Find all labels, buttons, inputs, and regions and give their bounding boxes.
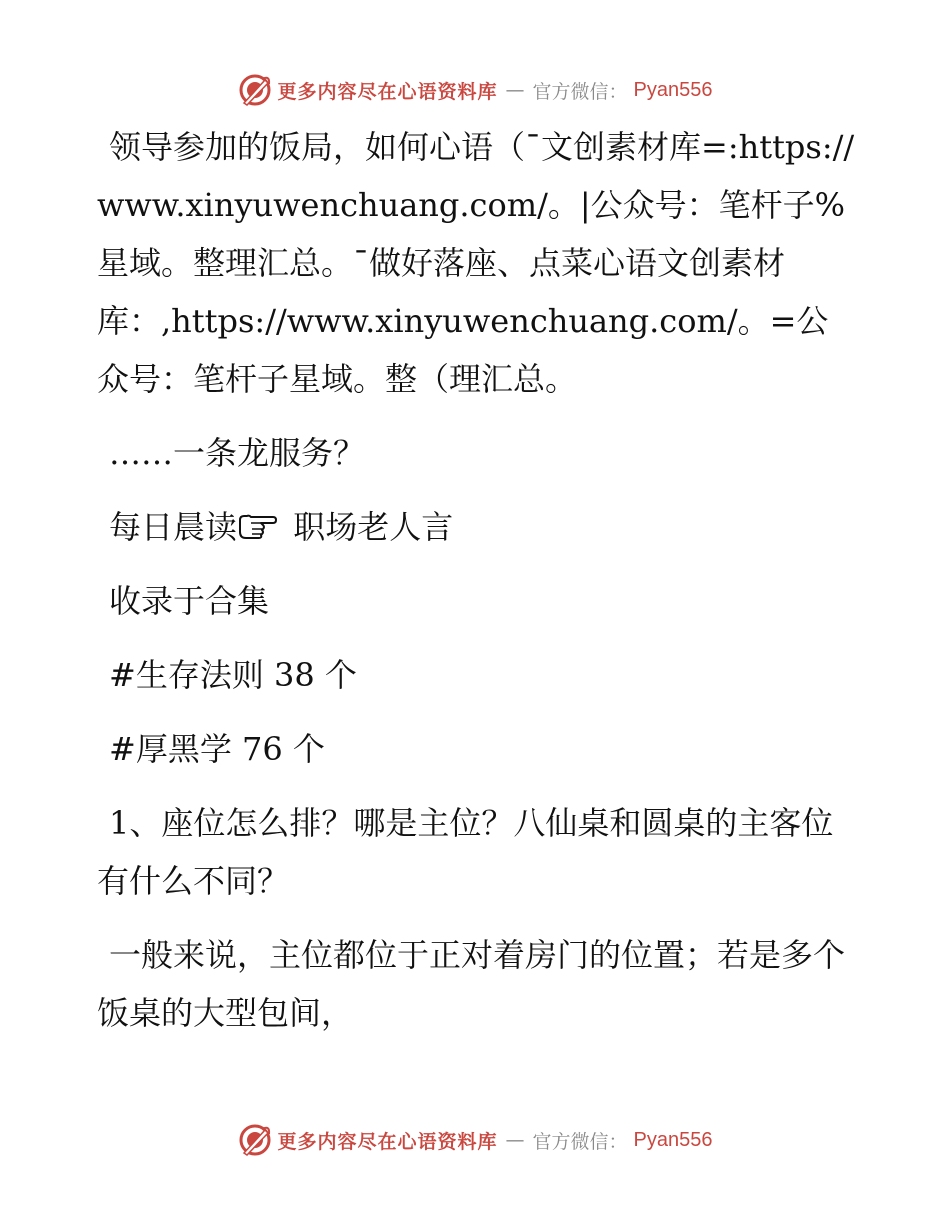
banner-account: Pyan556 xyxy=(633,78,713,101)
paragraph-intro: 领导参加的饭局，如何心语（¯文创素材库=:https://www.xinyuwenchuang.com/。|公众号：笔杆子%星域。整理汇总。¯做好落座、点菜心语文创素材库：,https://www.xinyuwenchuang.com/。=公众号：笔杆子星域。整（理汇总。 xyxy=(97,128,855,398)
footer-banner-dash: — xyxy=(505,1129,525,1151)
morning-read-prefix: 每日晨读 xyxy=(109,508,238,546)
footer-banner-title: 更多内容尽在心语资料库 xyxy=(277,1130,498,1153)
paragraph-tag-survival: #生存法则 38 个 xyxy=(109,656,357,694)
header-banner xyxy=(0,70,950,110)
paragraph-collection: 收录于合集 xyxy=(109,582,270,620)
paragraph-service: ……一条龙服务？ xyxy=(109,434,366,472)
banner-dash: — xyxy=(505,79,525,101)
footer-banner-account-label: 官方微信： xyxy=(532,1130,628,1153)
banner-content-footer xyxy=(238,1123,713,1157)
paragraph-morning-read xyxy=(97,498,857,556)
banner-account-label: 官方微信： xyxy=(532,80,628,103)
footer-banner-account: Pyan556 xyxy=(633,1128,713,1151)
quill-seal-logo-icon xyxy=(238,1123,272,1157)
paragraph-tag-houheixue: #厚黑学 76 个 xyxy=(109,730,325,768)
pointing-hand-icon xyxy=(237,512,279,540)
banner-title: 更多内容尽在心语资料库 xyxy=(277,80,498,103)
paragraph-answer-1: 一般来说，主位都位于正对着房门的位置；若是多个饭桌的大型包间， xyxy=(97,936,846,1032)
quill-seal-logo-icon xyxy=(238,73,272,107)
footer-banner xyxy=(0,1120,950,1160)
paragraph-question-1: 1、座位怎么排？哪是主位？八仙桌和圆桌的主客位有什么不同？ xyxy=(97,804,834,900)
banner-content xyxy=(238,73,713,107)
morning-read-suffix: 职场老人言 xyxy=(283,508,454,546)
document-body xyxy=(97,118,857,1058)
